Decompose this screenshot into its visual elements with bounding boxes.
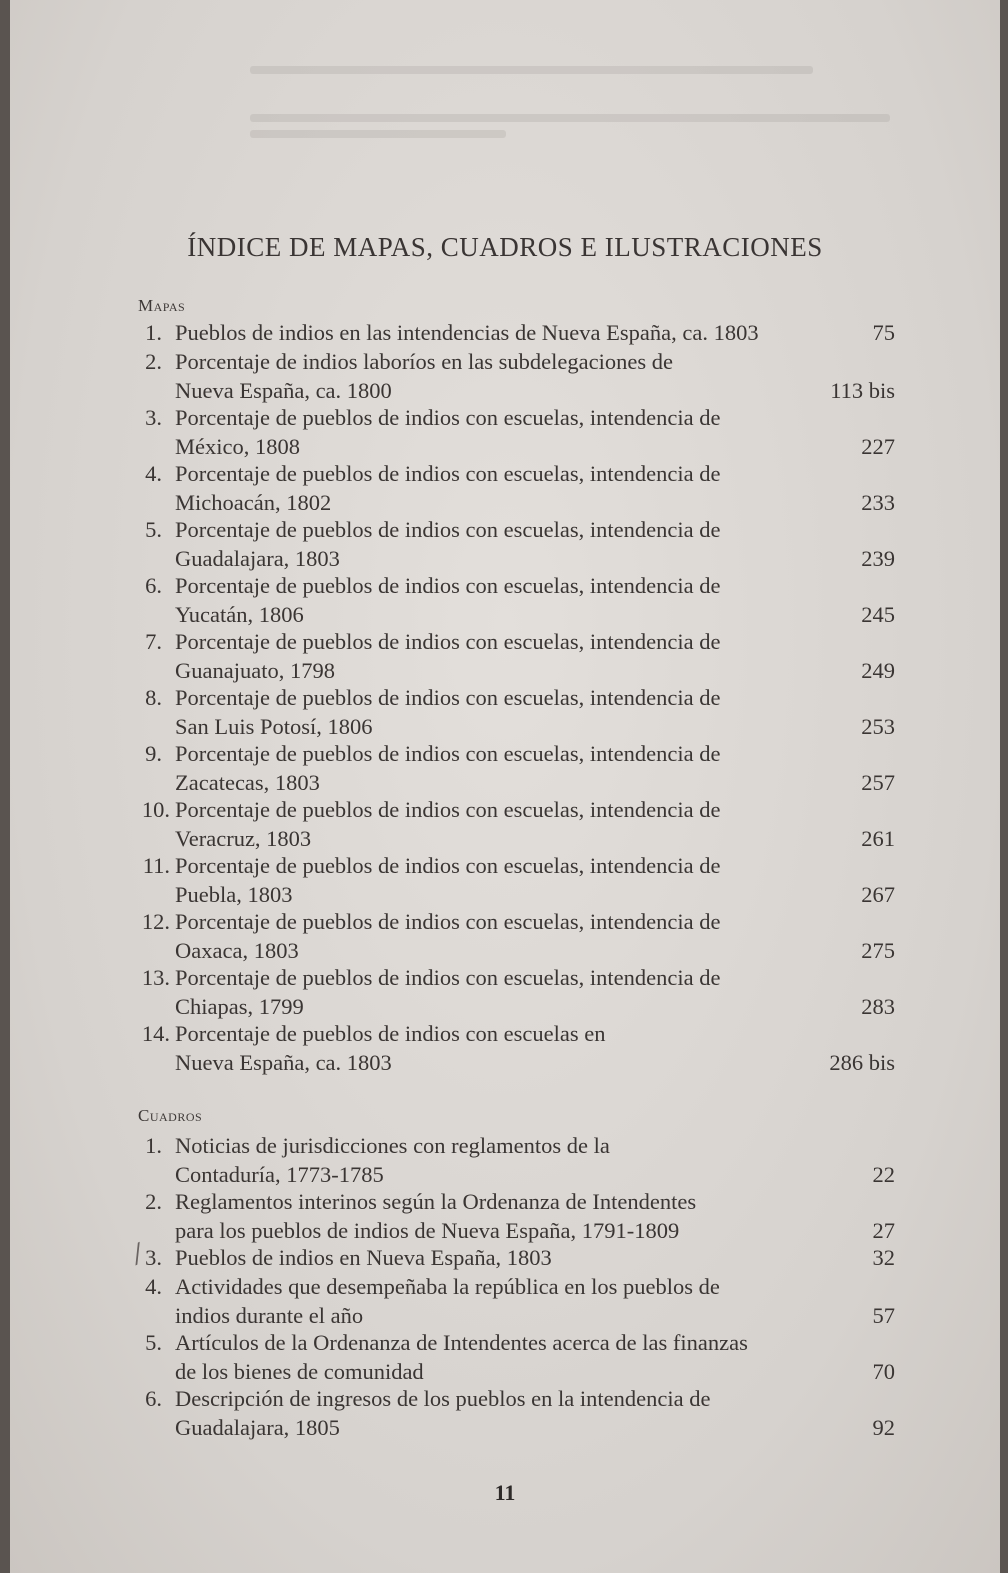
show-through-text [250,58,890,308]
entry-page: 239 [861,546,895,571]
entry-title-line-1: Artículos de la Ordenanza de Intendentes acerca de las finanzas [175,1330,748,1355]
page-title: ÍNDICE DE MAPAS, CUADROS E ILUSTRACIONES [187,232,823,262]
entry-number: 14. [141,1021,170,1046]
entry-page: 32 [872,1245,895,1270]
entry-title [175,459,825,517]
entry-title-line-1: Porcentaje de pueblos de indios con escuelas, intendencia de [175,573,721,598]
entry-title-line-2: indios durante el año [175,1303,364,1328]
entry-title-line-2: Nueva España, ca. 1800 [175,378,392,403]
section-heading-mapas: Mapas [138,296,186,315]
entry-title [175,515,825,573]
entry-title-line-2: Veracruz, 1803 [175,826,312,851]
entry-page: 275 [861,938,895,963]
entry-page: 75 [872,320,895,345]
entry-title-line-2: San Luis Potosí, 1806 [175,714,373,739]
entry-title-line-1: Porcentaje de pueblos de indios con escuelas, intendencia de [175,461,721,486]
entry-title [175,1243,825,1272]
entry-title-line-1: Porcentaje de pueblos de indios con escuelas, intendencia de [175,853,721,878]
page-number: 11 [494,1480,516,1505]
entry-title [175,851,825,909]
entry-title-line-1: Pueblos de indios en Nueva España, 1803 [175,1245,552,1270]
entry-number: 4. [145,1274,162,1299]
entry-title-line-1: Porcentaje de pueblos de indios con escuelas, intendencia de [175,741,721,766]
entry-title-line-1: Pueblos de indios en las intendencias de Nueva España, ca. 1803 [175,320,759,345]
entry-title [175,963,825,1021]
entry-page: 227 [861,434,895,459]
entry-title-line-2: Nueva España, ca. 1803 [175,1050,392,1075]
entry-title-line-1: Noticias de jurisdicciones con reglamentos de la [175,1133,610,1158]
entry-title-line-2: de los bienes de comunidad [175,1359,424,1384]
entry-title-line-1: Porcentaje de pueblos de indios con escuelas, intendencia de [175,797,721,822]
entry-title [175,403,825,461]
entry-title-line-1: Actividades que desempeñaba la república en los pueblos de [175,1274,720,1299]
entry-title [175,347,825,405]
entry-title-line-1: Porcentaje de pueblos de indios con escuelas, intendencia de [175,965,721,990]
pencil-mark: ⁄ [129,1240,147,1270]
entry-number: 2. [145,1189,162,1214]
entry-title [175,1272,825,1330]
entry-number: 4. [145,461,162,486]
entry-number: 3. [145,1245,162,1270]
entry-number: 6. [145,573,162,598]
entry-title-line-2: Guadalajara, 1805 [175,1415,340,1440]
entry-title [175,1187,825,1245]
section-heading-cuadros: Cuadros [138,1106,203,1125]
entry-page: 22 [872,1162,895,1187]
entry-number: 2. [145,349,162,374]
entry-title-line-2: México, 1808 [175,434,300,459]
entry-page: 57 [872,1303,895,1328]
entry-number: 7. [145,629,162,654]
entry-page: 261 [861,826,895,851]
entry-page: 286 bis [829,1050,895,1075]
entry-title [175,627,825,685]
entry-title-line-2: Zacatecas, 1803 [175,770,320,795]
entry-number: 11. [142,853,170,878]
entry-page: 257 [861,770,895,795]
entry-number: 3. [145,405,162,430]
entry-title-line-2: Oaxaca, 1803 [175,938,299,963]
book-page [10,0,1000,1573]
entry-page: 70 [872,1359,895,1384]
entry-page: 253 [861,714,895,739]
entry-title-line-1: Reglamentos interinos según la Ordenanza de Intendentes [175,1189,697,1214]
entry-number: 1. [145,1133,162,1158]
entry-title-line-2: Michoacán, 1802 [175,490,332,515]
entry-title-line-2: Puebla, 1803 [175,882,293,907]
entry-title [175,1019,825,1077]
entry-title [175,1328,825,1386]
entry-page: 27 [872,1218,895,1243]
entry-number: 8. [145,685,162,710]
entry-title [175,318,825,347]
entry-title-line-1: Porcentaje de pueblos de indios con escuelas, intendencia de [175,517,721,542]
entry-title [175,1384,825,1442]
entry-title-line-1: Porcentaje de pueblos de indios con escuelas, intendencia de [175,685,721,710]
entry-title-line-2: Guadalajara, 1803 [175,546,340,571]
entry-page: 283 [861,994,895,1019]
entry-title-line-2: Yucatán, 1806 [175,602,304,627]
entry-title [175,795,825,853]
entry-title-line-2: Contaduría, 1773-1785 [175,1162,384,1187]
entry-title-line-1: Porcentaje de pueblos de indios con escuelas, intendencia de [175,909,721,934]
entry-page: 92 [872,1415,895,1440]
entry-title [175,907,825,965]
entry-number: 12. [141,909,170,934]
entry-title-line-2: Chiapas, 1799 [175,994,304,1019]
entry-title-line-1: Porcentaje de pueblos de indios con escuelas en [175,1021,606,1046]
entry-number: 9. [145,741,162,766]
entry-title [175,571,825,629]
entry-title [175,1131,825,1189]
entry-title-line-1: Porcentaje de pueblos de indios con escuelas, intendencia de [175,629,721,654]
entry-title-line-2: para los pueblos de indios de Nueva España, 1791-1809 [175,1218,680,1243]
entry-title [175,739,825,797]
entry-title-line-1: Descripción de ingresos de los pueblos en la intendencia de [175,1386,711,1411]
entry-title-line-1: Porcentaje de pueblos de indios con escuelas, intendencia de [175,405,721,430]
entry-page: 113 bis [830,378,895,403]
entry-number: 5. [145,1330,162,1355]
entry-title-line-2: Guanajuato, 1798 [175,658,335,683]
entry-title-line-1: Porcentaje de indios laboríos en las subdelegaciones de [175,349,673,374]
entry-page: 267 [861,882,895,907]
entry-title [175,683,825,741]
entry-page: 245 [861,602,895,627]
entry-page: 233 [861,490,895,515]
entry-number: 13. [141,965,170,990]
entry-number: 10. [141,797,170,822]
entry-number: 1. [145,320,162,345]
entry-number: 6. [145,1386,162,1411]
entry-number: 5. [145,517,162,542]
entry-page: 249 [861,658,895,683]
